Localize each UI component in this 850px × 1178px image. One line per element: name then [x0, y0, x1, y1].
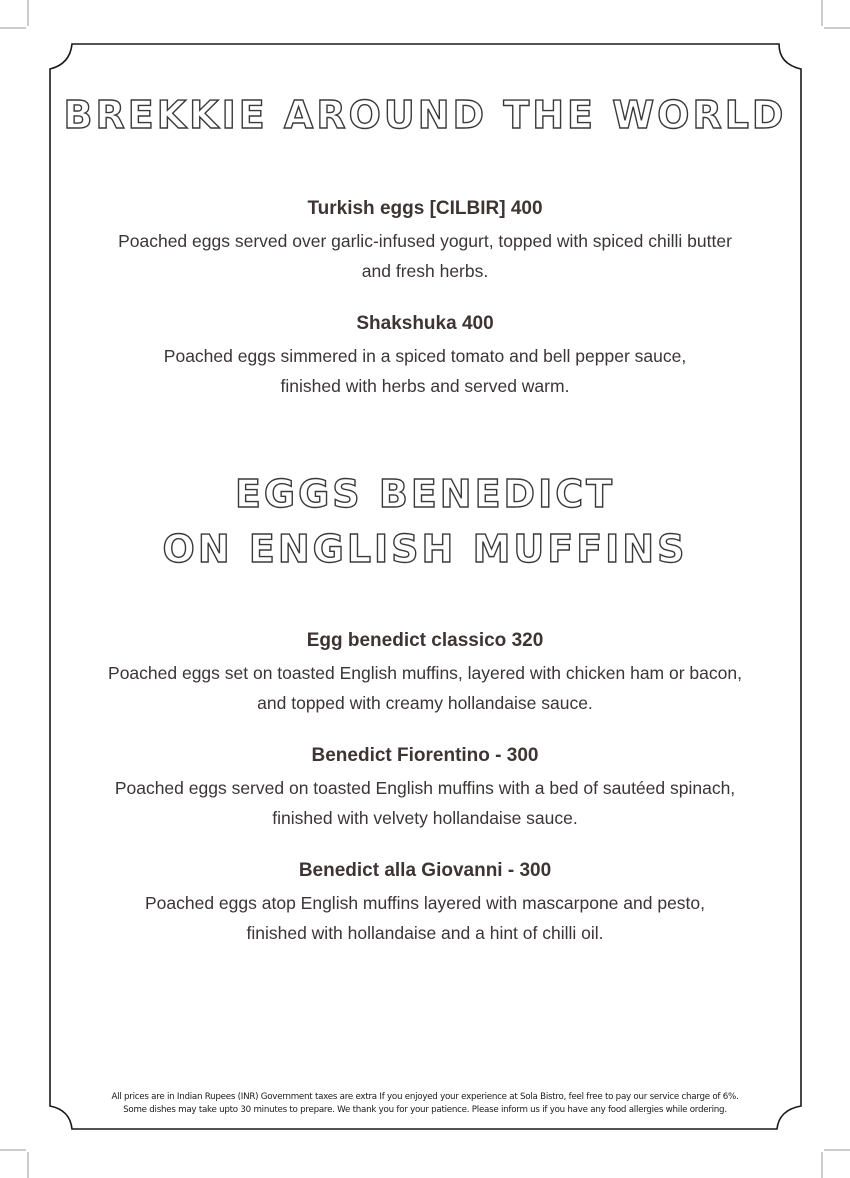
menu-item-shakshuka [0, 311, 850, 401]
item-description-line: Poached eggs simmered in a spiced tomato and bell pepper sauce, [163, 346, 687, 366]
menu-item-egg-benedict-classico [0, 628, 850, 718]
footer-disclaimer [0, 1091, 850, 1117]
item-description-line: finished with hollandaise and a hint of chilli oil. [246, 923, 604, 943]
item-description-line: finished with velvety hollandaise sauce. [272, 808, 578, 828]
section-title-eggs-benedict-line2: ON ENGLISH MUFFINS [162, 527, 688, 571]
item-name: Shakshuka 400 [356, 313, 494, 334]
item-description-line: Poached eggs set on toasted English muffins, layered with chicken ham or bacon, [108, 663, 742, 683]
item-description-line: and fresh herbs. [361, 261, 489, 281]
section-title-eggs-benedict-line1: EGGS BENEDICT [234, 472, 616, 516]
item-description-line: finished with herbs and served warm. [280, 376, 570, 396]
section-title-brekkie: BREKKIE AROUND THE WORLD [63, 93, 787, 137]
menu-item-benedict-fiorentino [0, 743, 850, 833]
item-description-line: Poached eggs served on toasted English muffins with a bed of sautéed spinach, [114, 778, 736, 798]
menu-item-turkish-eggs [0, 196, 850, 286]
item-name: Benedict Fiorentino - 300 [311, 745, 539, 766]
item-name: Turkish eggs [CILBIR] 400 [307, 198, 543, 219]
item-name: Benedict alla Giovanni - 300 [298, 860, 552, 881]
item-description-line: Poached eggs atop English muffins layered with mascarpone and pesto, [144, 893, 706, 913]
item-name: Egg benedict classico 320 [306, 630, 544, 651]
footer-line: All prices are in Indian Rupees (INR) Government taxes are extra If you enjoyed your experience at Sola Bistro, feel free to pay our service charge of 6%. [111, 1092, 739, 1102]
menu-item-benedict-alla-giovanni [0, 858, 850, 948]
item-description-line: and topped with creamy hollandaise sauce. [257, 693, 593, 713]
item-description-line: Poached eggs served over garlic-infused yogurt, topped with spiced chilli butter [118, 231, 732, 251]
footer-line: Some dishes may take upto 30 minutes to prepare. We thank you for your patience. Please inform us if you have any food allergies while ordering. [123, 1105, 727, 1115]
